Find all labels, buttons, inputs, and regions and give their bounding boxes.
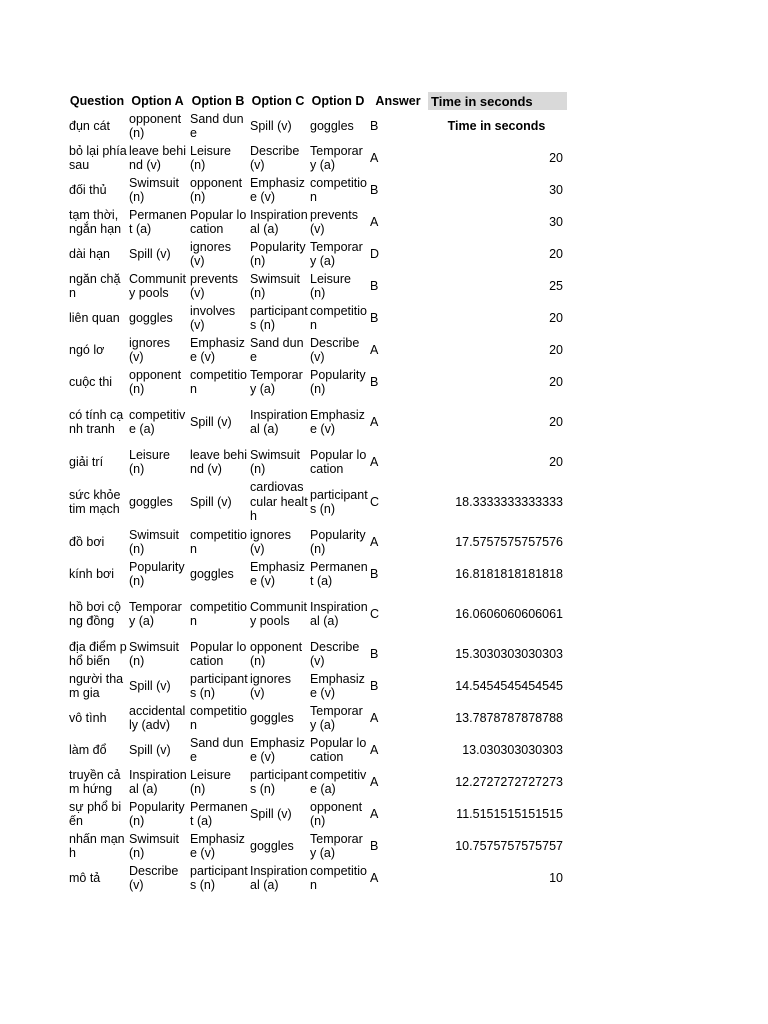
option-b-cell: participants (n) xyxy=(190,863,248,892)
quiz-table xyxy=(67,92,567,894)
table-row xyxy=(67,142,567,174)
header-option-a: Option A xyxy=(131,94,184,108)
time-cell: 20 xyxy=(549,454,563,469)
option-a-cell: Community pools xyxy=(129,271,186,300)
option-a-cell: goggles xyxy=(129,310,173,325)
question-cell: ngó lơ xyxy=(69,342,105,357)
question-cell: người tham gia xyxy=(69,671,124,700)
answer-cell: B xyxy=(370,678,379,693)
option-c-cell: participants (n) xyxy=(250,767,308,796)
table-row xyxy=(67,398,567,446)
option-d-cell: Emphasize (v) xyxy=(310,407,365,436)
time-cell: 16.0606060606061 xyxy=(455,606,563,621)
table-row xyxy=(67,862,567,894)
table-row xyxy=(67,446,567,478)
answer-cell: B xyxy=(370,374,379,389)
answer-cell: A xyxy=(370,534,379,549)
table-row xyxy=(67,526,567,558)
option-a-cell: Temporary (a) xyxy=(129,599,182,628)
option-c-cell: goggles xyxy=(250,710,294,725)
option-c-cell: Swimsuit (n) xyxy=(250,271,301,300)
question-cell: hồ bơi cộng đồng xyxy=(69,599,121,628)
time-cell: 20 xyxy=(549,342,563,357)
answer-cell: A xyxy=(370,870,379,885)
time-cell: 14.5454545454545 xyxy=(455,678,563,693)
table-row xyxy=(67,174,567,206)
answer-cell: B xyxy=(370,566,379,581)
table-row xyxy=(67,670,567,702)
option-d-cell: Temporary (a) xyxy=(310,831,363,860)
question-cell: mô tả xyxy=(69,870,101,885)
header-answer: Answer xyxy=(375,94,421,108)
answer-cell: A xyxy=(370,806,379,821)
option-c-cell: Community pools xyxy=(250,599,307,628)
question-cell: truyền cảm hứng xyxy=(69,767,121,796)
answer-cell: B xyxy=(370,182,379,197)
question-cell: sự phổ biến xyxy=(69,799,122,828)
option-d-cell: competitive (a) xyxy=(310,767,367,796)
table-row xyxy=(67,366,567,398)
header-time: Time in seconds xyxy=(428,92,567,110)
header-option-d: Option D xyxy=(311,94,365,108)
option-b-cell: competition xyxy=(190,703,247,732)
option-a-cell: opponent (n) xyxy=(129,111,182,140)
header-row xyxy=(67,92,567,110)
table-row xyxy=(67,302,567,334)
option-d-cell: competition xyxy=(310,863,367,892)
question-cell: liên quan xyxy=(69,310,120,325)
option-c-cell: Describe (v) xyxy=(250,143,300,172)
option-d-cell: Popularity (n) xyxy=(310,527,366,556)
option-b-cell: Sand dune xyxy=(190,735,244,764)
option-c-cell: Swimsuit (n) xyxy=(250,447,301,476)
answer-cell: A xyxy=(370,774,379,789)
question-cell: đụn cát xyxy=(69,118,111,133)
option-b-cell: opponent (n) xyxy=(190,175,243,204)
option-d-cell: Temporary (a) xyxy=(310,143,363,172)
option-d-cell: Popularity (n) xyxy=(310,367,366,396)
option-a-cell: Popularity (n) xyxy=(129,559,185,588)
answer-cell: D xyxy=(370,246,380,261)
time-cell: 25 xyxy=(549,278,563,293)
table-row xyxy=(67,334,567,366)
time-cell: 13.7878787878788 xyxy=(455,710,563,725)
option-d-cell: Emphasize (v) xyxy=(310,671,365,700)
question-cell: cuộc thi xyxy=(69,374,113,389)
answer-cell: B xyxy=(370,310,379,325)
time-cell: 10.7575757575757 xyxy=(455,838,563,853)
option-d-cell: Permanent (a) xyxy=(310,559,368,588)
question-cell: nhấn mạnh xyxy=(69,831,125,860)
option-b-cell: Emphasize (v) xyxy=(190,335,245,364)
question-cell: kính bơi xyxy=(69,566,115,581)
header-question: Question xyxy=(69,94,125,108)
option-a-cell: Swimsuit (n) xyxy=(129,527,180,556)
answer-cell: A xyxy=(370,742,379,757)
time-cell: 20 xyxy=(549,310,563,325)
option-a-cell: Spill (v) xyxy=(129,742,171,757)
option-b-cell: ignores (v) xyxy=(190,239,231,268)
table-row xyxy=(67,270,567,302)
option-d-cell: participants (n) xyxy=(310,487,368,516)
table-row xyxy=(67,734,567,766)
time-cell: 30 xyxy=(549,182,563,197)
answer-cell: C xyxy=(370,606,380,621)
option-b-cell: involves (v) xyxy=(190,303,236,332)
table-row xyxy=(67,702,567,734)
option-a-cell: Permanent (a) xyxy=(129,207,187,236)
option-b-cell: Sand dune xyxy=(190,111,244,140)
header-option-c: Option C xyxy=(251,94,305,108)
option-b-cell: competition xyxy=(190,599,247,628)
option-d-cell: Inspirational (a) xyxy=(310,599,368,628)
table-row xyxy=(67,766,567,798)
time-cell: 15.3030303030303 xyxy=(455,646,563,661)
answer-cell: A xyxy=(370,414,379,429)
option-c-cell: Temporary (a) xyxy=(250,367,303,396)
option-c-cell: ignores (v) xyxy=(250,527,291,556)
question-cell: đối thủ xyxy=(69,182,107,197)
table-row xyxy=(67,638,567,670)
time-cell: 13.030303030303 xyxy=(462,742,563,757)
answer-cell: A xyxy=(370,214,379,229)
table-row xyxy=(67,590,567,638)
answer-cell: A xyxy=(370,454,379,469)
option-d-cell: opponent (n) xyxy=(310,799,363,828)
table-row xyxy=(67,238,567,270)
option-a-cell: Popularity (n) xyxy=(129,799,185,828)
option-d-cell: Temporary (a) xyxy=(310,703,363,732)
option-b-cell: Spill (v) xyxy=(190,414,232,429)
option-a-cell: Describe (v) xyxy=(129,863,179,892)
option-b-cell: competition xyxy=(190,367,247,396)
option-a-cell: Swimsuit (n) xyxy=(129,831,180,860)
option-a-cell: Swimsuit (n) xyxy=(129,175,180,204)
option-a-cell: Spill (v) xyxy=(129,678,171,693)
option-a-cell: competitive (a) xyxy=(129,407,186,436)
answer-cell: B xyxy=(370,278,379,293)
option-c-cell: cardiovascular health xyxy=(250,480,308,524)
option-c-cell: Emphasize (v) xyxy=(250,735,305,764)
answer-cell: C xyxy=(370,494,380,509)
option-d-cell: Popular location xyxy=(310,735,367,764)
option-b-cell: competition xyxy=(190,527,247,556)
option-b-cell: participants (n) xyxy=(190,671,248,700)
question-cell: sức khỏe tim mạch xyxy=(69,487,121,516)
question-cell: địa điểm phổ biến xyxy=(69,639,127,668)
option-d-cell: Temporary (a) xyxy=(310,239,363,268)
answer-cell: B xyxy=(370,118,379,133)
option-c-cell: Inspirational (a) xyxy=(250,863,308,892)
option-c-cell: goggles xyxy=(250,838,294,853)
question-cell: bỏ lại phía sau xyxy=(69,143,127,172)
time-cell: 16.8181818181818 xyxy=(455,566,563,581)
option-b-cell: Spill (v) xyxy=(190,494,232,509)
option-a-cell: Spill (v) xyxy=(129,246,171,261)
option-a-cell: Swimsuit (n) xyxy=(129,639,180,668)
table-row xyxy=(67,830,567,862)
option-d-cell: Popular location xyxy=(310,447,367,476)
time-cell: 10 xyxy=(549,870,563,885)
question-cell: giải trí xyxy=(69,454,104,469)
question-cell: có tính cạnh tranh xyxy=(69,407,124,436)
time-cell: 20 xyxy=(549,414,563,429)
time-cell: 18.3333333333333 xyxy=(455,494,563,509)
option-a-cell: Leisure (n) xyxy=(129,447,170,476)
time-cell: Time in seconds xyxy=(447,118,546,133)
option-c-cell: Emphasize (v) xyxy=(250,175,305,204)
table-row xyxy=(67,110,567,142)
option-c-cell: participants (n) xyxy=(250,303,308,332)
option-c-cell: Popularity (n) xyxy=(250,239,306,268)
time-cell: 30 xyxy=(549,214,563,229)
option-d-cell: Describe (v) xyxy=(310,335,360,364)
answer-cell: A xyxy=(370,150,379,165)
option-b-cell: Emphasize (v) xyxy=(190,831,245,860)
answer-cell: B xyxy=(370,838,379,853)
option-a-cell: opponent (n) xyxy=(129,367,182,396)
option-d-cell: competition xyxy=(310,175,367,204)
answer-cell: B xyxy=(370,646,379,661)
question-cell: vô tình xyxy=(69,710,107,725)
option-b-cell: Permanent (a) xyxy=(190,799,248,828)
option-b-cell: Popular location xyxy=(190,207,247,236)
question-cell: đồ bơi xyxy=(69,534,105,549)
table-row xyxy=(67,558,567,590)
option-b-cell: Leisure (n) xyxy=(190,767,231,796)
option-b-cell: prevents (v) xyxy=(190,271,238,300)
time-cell: 12.2727272727273 xyxy=(455,774,563,789)
option-b-cell: goggles xyxy=(190,566,234,581)
option-a-cell: accidentally (adv) xyxy=(129,703,186,732)
question-cell: làm đổ xyxy=(69,742,107,757)
option-b-cell: Popular location xyxy=(190,639,247,668)
table-row xyxy=(67,478,567,526)
option-d-cell: goggles xyxy=(310,118,354,133)
option-c-cell: ignores (v) xyxy=(250,671,291,700)
option-d-cell: Leisure (n) xyxy=(310,271,351,300)
answer-cell: A xyxy=(370,710,379,725)
option-a-cell: Inspirational (a) xyxy=(129,767,187,796)
answer-cell: A xyxy=(370,342,379,357)
question-cell: dài hạn xyxy=(69,246,111,261)
option-c-cell: Sand dune xyxy=(250,335,304,364)
option-c-cell: Inspirational (a) xyxy=(250,207,308,236)
question-cell: ngăn chặn xyxy=(69,271,121,300)
option-d-cell: prevents (v) xyxy=(310,207,358,236)
time-cell: 17.5757575757576 xyxy=(455,534,563,549)
table-body xyxy=(67,110,567,894)
option-c-cell: Spill (v) xyxy=(250,806,292,821)
option-a-cell: goggles xyxy=(129,494,173,509)
table-row xyxy=(67,798,567,830)
header-option-b: Option B xyxy=(191,94,245,108)
option-c-cell: Inspirational (a) xyxy=(250,407,308,436)
spreadsheet xyxy=(67,92,572,894)
option-c-cell: Emphasize (v) xyxy=(250,559,305,588)
option-a-cell: leave behind (v) xyxy=(129,143,186,172)
time-cell: 20 xyxy=(549,150,563,165)
option-c-cell: opponent (n) xyxy=(250,639,303,668)
option-b-cell: leave behind (v) xyxy=(190,447,247,476)
table-row xyxy=(67,206,567,238)
time-cell: 20 xyxy=(549,374,563,389)
option-a-cell: ignores (v) xyxy=(129,335,170,364)
option-b-cell: Leisure (n) xyxy=(190,143,231,172)
question-cell: tạm thời, ngắn hạn xyxy=(69,207,122,236)
option-d-cell: Describe (v) xyxy=(310,639,360,668)
time-cell: 20 xyxy=(549,246,563,261)
time-cell: 11.5151515151515 xyxy=(456,806,563,821)
option-d-cell: competition xyxy=(310,303,367,332)
option-c-cell: Spill (v) xyxy=(250,118,292,133)
